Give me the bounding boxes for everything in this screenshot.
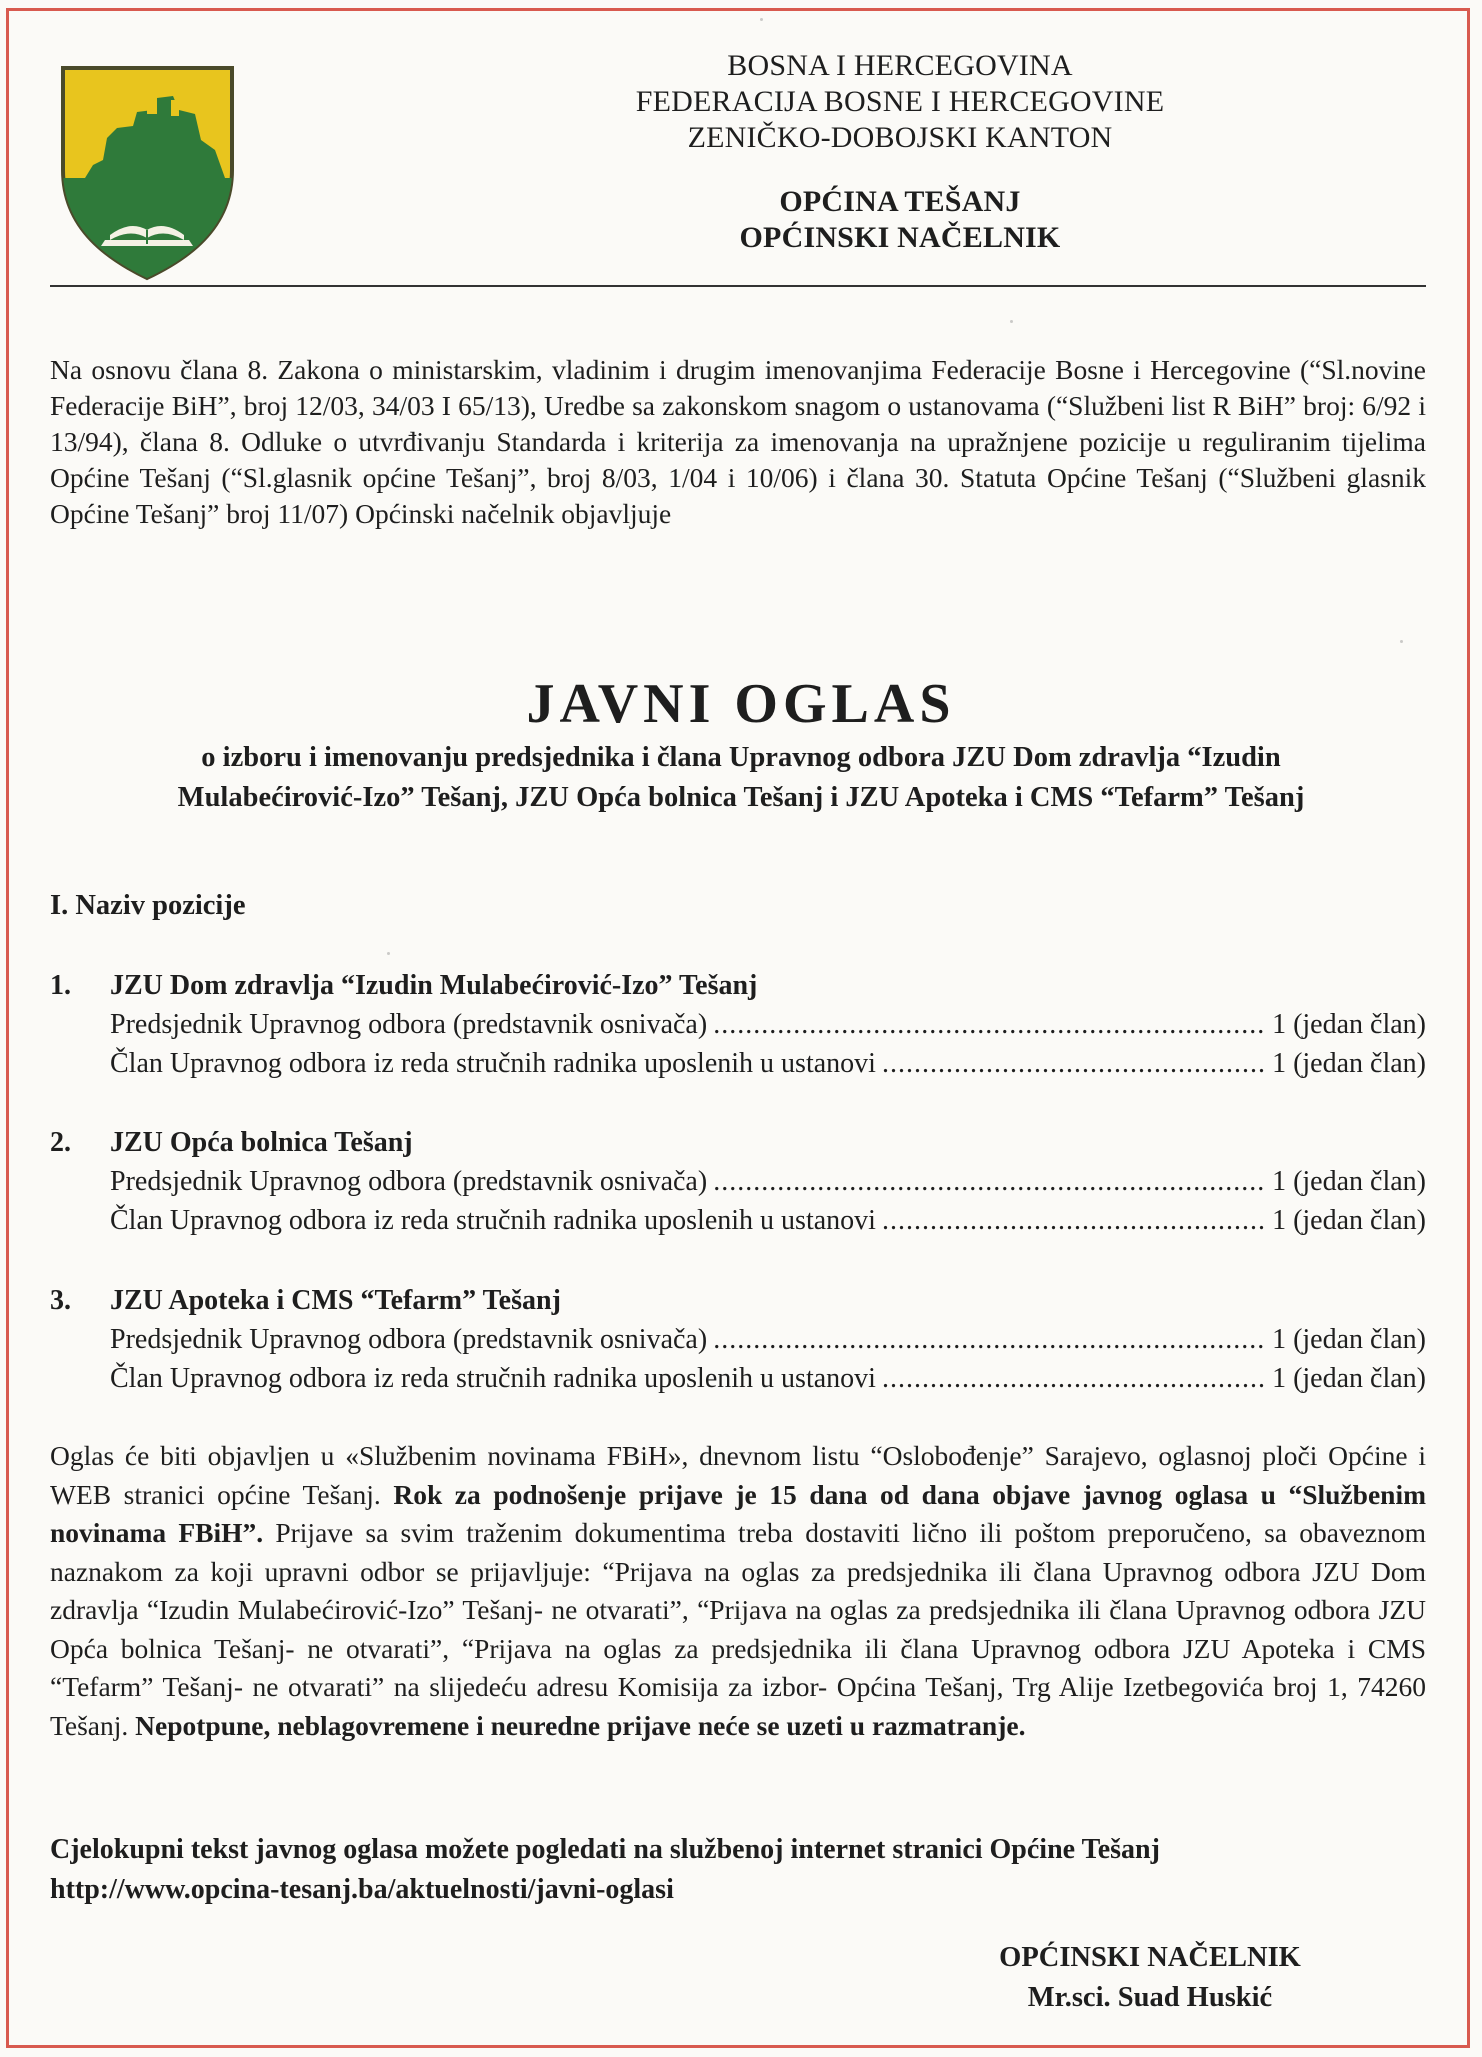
leader-dots — [882, 1359, 1266, 1398]
section-title: I. Naziv pozicije — [50, 890, 246, 921]
subtitle-line-1: o izboru i imenovanju predsjednika i člana Upravnog odbora JZU Dom zdravlja “Izudin — [201, 742, 1281, 773]
header-municipality: OPĆINA TEŠANJ — [779, 185, 1021, 218]
scan-speck — [1010, 320, 1013, 323]
leader-dots — [713, 1005, 1266, 1044]
role-row — [110, 1359, 1426, 1398]
scan-speck — [1400, 640, 1403, 643]
subtitle-line-2: Mulabećirović-Izo” Tešanj, JZU Opća bolnica Tešanj i JZU Apoteka i CMS “Tefarm” Tešanj — [177, 782, 1305, 813]
position-number: 2. — [50, 1127, 71, 1158]
leader-dots — [882, 1201, 1266, 1240]
municipal-coat-of-arms-icon — [55, 60, 240, 285]
body-text-2: Prijave sa svim traženim dokumentima treba dostaviti lično ili poštom preporučeno, sa obaveznom naznakom za koji upravni odbor se prijavljuje: “Prijava na oglas za predsjednika ili člana Upravnog odbora JZU Dom zdravlja “Izudin Mulabećirović-Izo” Tešanj- ne otvarati”, “Prijava na oglas za predsjednika ili člana Upravnog odbora JZU Opća bolnica Tešanj- ne otvarati”, “Prijava na oglas za predsjednika ili člana Upravnog odbora JZU Apoteka i CMS “Tefarm” Tešanj- ne otvarati” na slijedeću adresu Komisija za izbor- Općina Tešanj, Trg Alije Izetbegovića broj 1, 74260 Tešanj. — [50, 1517, 1426, 1741]
role-label: Član Upravnog odbora iz reda stručnih radnika uposlenih u ustanovi — [110, 1205, 876, 1236]
role-row — [110, 1005, 1426, 1044]
header-office: OPĆINSKI NAČELNIK — [739, 221, 1061, 254]
document-header — [400, 48, 1400, 256]
position-institution: JZU Dom zdravlja “Izudin Mulabećirović-Izo” Tešanj — [110, 970, 758, 1001]
body-text-1: Oglas će biti objavljen u «Službenim novinama FBiH», dnevnom listu “Oslobođenje” Sarajevo, oglasnoj ploči Općine i WEB stranici općine Tešanj. — [50, 1440, 1426, 1510]
role-row — [110, 1201, 1426, 1240]
role-row — [110, 1044, 1426, 1083]
role-label: Predsjednik Upravnog odbora (predstavnik osnivača) — [110, 1166, 708, 1197]
role-label: Predsjednik Upravnog odbora (predstavnik osnivača) — [110, 1009, 708, 1040]
role-count: 1 (jedan član) — [1272, 1166, 1426, 1197]
header-divider — [50, 285, 1426, 287]
role-label: Član Upravnog odbora iz reda stručnih radnika uposlenih u ustanovi — [110, 1048, 876, 1079]
leader-dots — [713, 1320, 1266, 1359]
header-canton: ZENIČKO-DOBOJSKI KANTON — [687, 121, 1113, 154]
position-block-3 — [50, 1281, 1426, 1398]
scan-speck — [760, 18, 763, 21]
signature-name: Mr.sci. Suad Huskić — [1027, 1982, 1273, 2013]
rejection-notice: Nepotpune, neblagovremene i neuredne prijave neće se uzeti u razmatranje. — [135, 1709, 1026, 1741]
document-title: JAVNI OGLAS — [526, 673, 956, 735]
role-row — [110, 1320, 1426, 1359]
position-institution: JZU Apoteka i CMS “Tefarm” Tešanj — [110, 1285, 561, 1316]
scan-speck — [387, 952, 390, 955]
leader-dots — [882, 1044, 1266, 1083]
role-count: 1 (jedan član) — [1272, 1324, 1426, 1355]
announcement-body — [50, 1437, 1426, 1745]
header-country: BOSNA I HERCEGOVINA — [727, 49, 1073, 82]
intro-paragraph: Na osnovu člana 8. Zakona o ministarskim, vladinim i drugim imenovanjima Federacije Bosne i Hercegovine (“Sl.novine Federacije BiH”, broj 12/03, 34/03 I 65/13), Uredbe sa zakonskom snagom o ustanovama (“Službeni list R BiH” broj: 6/92 i 13/94), člana 8. Odluke o utvrđivanju Standarda i kriterija za imenovanja na upražnjene pozicije u reguliranim tijelima Općine Tešanj (“Sl.glasnik općine Tešanj”, broj 8/03, 1/04 i 10/06) i člana 30. Statuta Općine Tešanj (“Službeni glasnik Općine Tešanj” broj 11/07) Općinski načelnik objavljuje — [50, 354, 1426, 529]
document-subtitle — [60, 738, 1422, 818]
position-institution: JZU Opća bolnica Tešanj — [110, 1127, 413, 1158]
signature-role: OPĆINSKI NAČELNIK — [999, 1942, 1301, 1973]
position-number: 3. — [50, 1285, 71, 1316]
header-federation: FEDERACIJA BOSNE I HERCEGOVINE — [635, 85, 1165, 118]
role-count: 1 (jedan član) — [1272, 1009, 1426, 1040]
signature-block — [900, 1938, 1400, 2018]
leader-dots — [713, 1162, 1266, 1201]
role-row — [110, 1162, 1426, 1201]
position-block-2 — [50, 1123, 1426, 1240]
website-link[interactable]: http://www.opcina-tesanj.ba/aktuelnosti/javni-oglasi — [50, 1874, 674, 1905]
closing-note — [50, 1830, 1426, 1910]
deadline-text: Rok za podnošenje prijave je 15 dana od dana objave javnog oglasa u “Službenim novinama FBiH”. — [50, 1478, 1427, 1548]
closing-text: Cjelokupni tekst javnog oglasa možete pogledati na službenoj internet stranici Općine Tešanj — [50, 1834, 1160, 1865]
role-label: Predsjednik Upravnog odbora (predstavnik osnivača) — [110, 1324, 708, 1355]
role-label: Član Upravnog odbora iz reda stručnih radnika uposlenih u ustanovi — [110, 1363, 876, 1394]
position-number: 1. — [50, 970, 71, 1001]
role-count: 1 (jedan član) — [1272, 1363, 1426, 1394]
role-count: 1 (jedan član) — [1272, 1048, 1426, 1079]
position-block-1 — [50, 966, 1426, 1083]
role-count: 1 (jedan član) — [1272, 1205, 1426, 1236]
